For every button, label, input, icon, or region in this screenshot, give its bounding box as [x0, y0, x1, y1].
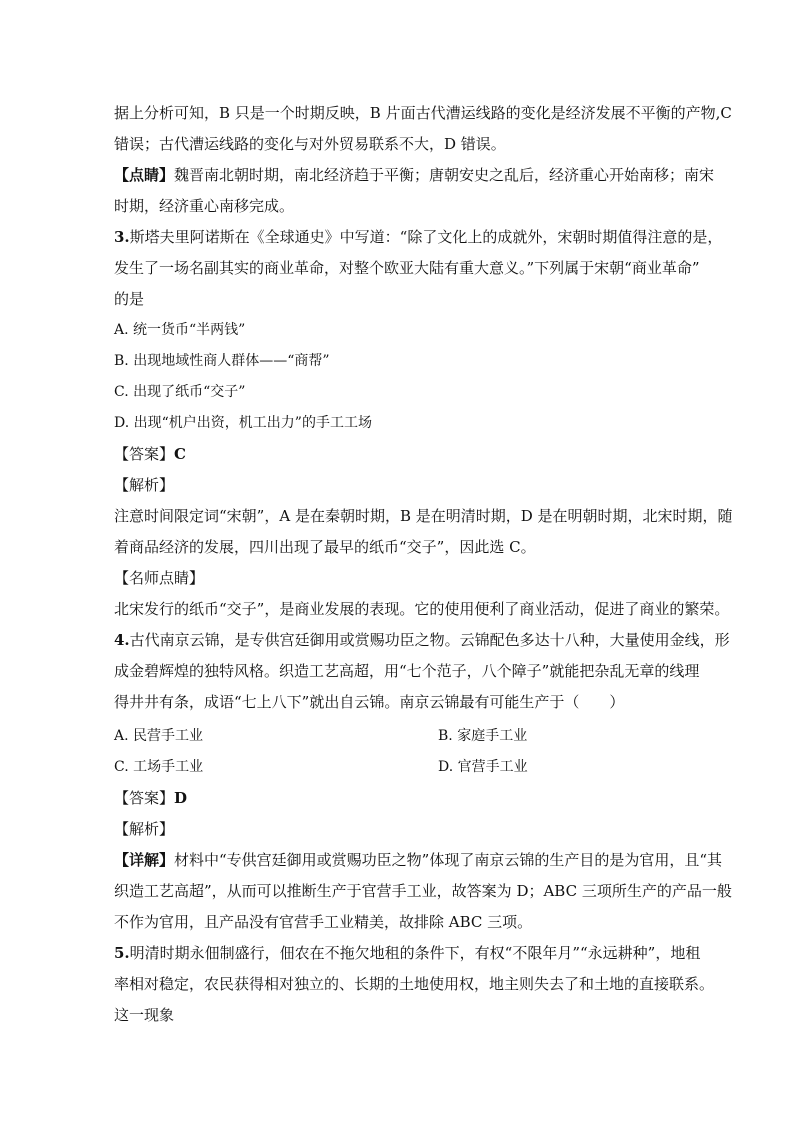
- answer-label: 【答案】: [114, 445, 175, 463]
- q5-stem-text: 明清时期永佃制盛行，佃农在不拖欠地租的条件下，有权“不限年月”“永远耕种”，地租: [129, 944, 701, 962]
- q3-option-b: B. 出现地域性商人群体——“商帮”: [114, 353, 330, 369]
- q4-option-d: D. 官营手工业: [438, 759, 528, 775]
- q2-tip-line-1: [114, 165, 715, 185]
- q3-stem-text: 斯塔夫里阿诺斯在《全球通史》中写道：“除了文化上的成就外，宋朝时期值得注意的是，: [129, 228, 723, 246]
- q3-number: 3.: [114, 228, 130, 246]
- q5-stem-line-3: 这一现象: [114, 1006, 175, 1024]
- q3-stem-line-2: 发生了一场名副其实的商业革命，对整个欧亚大陆有重大意义。”下列属于宋朝“商业革命”: [114, 259, 700, 277]
- q5-number: 5.: [114, 944, 130, 962]
- q4-answer: [114, 788, 684, 808]
- q3-teacher-line: 北宋发行的纸币“交子”，是商业发展的表现。它的使用便利了商业活动，促进了商业的繁荣。: [114, 600, 730, 618]
- q4-detail-line-1: [114, 850, 723, 870]
- tip-label: 【点睛】: [114, 166, 175, 184]
- q2-analysis-line-2: 错误；古代漕运线路的变化与对外贸易联系不大，D 错误。: [114, 135, 506, 153]
- q2-tip-line-2: 时期，经济重心南移完成。: [114, 197, 295, 215]
- q4-stem-line-3: 得井井有条，成语“七上八下”就出自云锦。南京云锦最有可能生产于（ ）: [114, 693, 625, 711]
- q5-stem-line-1: [114, 943, 701, 963]
- q2-analysis-line-1: 据上分析可知，B 只是一个时期反映，B 片面古代漕运线路的变化是经济发展不平衡的产物,C: [114, 104, 732, 122]
- q3-teacher-label: 【名师点睛】: [114, 569, 205, 587]
- q3-stem-line-1: [114, 227, 723, 247]
- q4-option-b: B. 家庭手工业: [438, 728, 528, 744]
- q3-option-c: C. 出现了纸币“交子”: [114, 384, 246, 400]
- tip-text: 魏晋南北朝时期，南北经济趋于平衡；唐朝安史之乱后，经济重心开始南移；南宋: [174, 166, 715, 184]
- q4-detail-line-3: 不作为官用，且产品没有官营手工业精美，故排除 ABC 三项。: [114, 913, 533, 931]
- q3-stem-line-3: 的是: [114, 290, 145, 308]
- q5-stem-line-2: 率相对稳定，农民获得相对独立的、长期的土地使用权，地主则失去了和土地的直接联系。: [114, 975, 715, 993]
- q3-option-d: D. 出现“机户出资，机工出力”的手工工场: [114, 415, 372, 431]
- detail-label: 【详解】: [114, 851, 175, 869]
- answer-label: 【答案】: [114, 789, 175, 807]
- q4-analysis-label: 【解析】: [114, 820, 175, 838]
- q4-stem-text: 古代南京云锦，是专供宫廷御用或赏赐功臣之物。云锦配色多达十八种，大量使用金线，形: [129, 631, 730, 649]
- q3-analysis-label: 【解析】: [114, 476, 175, 494]
- q4-option-c: C. 工场手工业: [114, 759, 204, 775]
- q3-answer: [114, 444, 684, 464]
- q4-number: 4.: [114, 631, 130, 649]
- q4-stem-line-2: 成金碧辉煌的独特风格。织造工艺高超，用“七个范子，八个障子”就能把杂乱无章的线理: [114, 662, 700, 680]
- q3-analysis-line-1: 注意时间限定词“宋朝”，A 是在秦朝时期，B 是在明清时期，D 是在明朝时期，北宋时期，随: [114, 507, 733, 525]
- q4-option-a: A. 民营手工业: [114, 728, 204, 744]
- q3-analysis-line-2: 着商品经济的发展，四川出现了最早的纸币“交子”，因此选 C。: [114, 538, 536, 556]
- answer-value: D: [174, 789, 188, 807]
- q4-stem-line-1: [114, 630, 730, 650]
- q4-detail-line-2: 织造工艺高超”，从而可以推断生产于官营手工业，故答案为 D；ABC 三项所生产的产品一般: [114, 882, 732, 900]
- detail-text: 材料中“专供宫廷御用或赏赐功臣之物”体现了南京云锦的生产目的是为官用，且“其: [174, 851, 723, 869]
- q3-option-a: A. 统一货币“半两钱”: [114, 322, 246, 338]
- answer-value: C: [174, 445, 186, 463]
